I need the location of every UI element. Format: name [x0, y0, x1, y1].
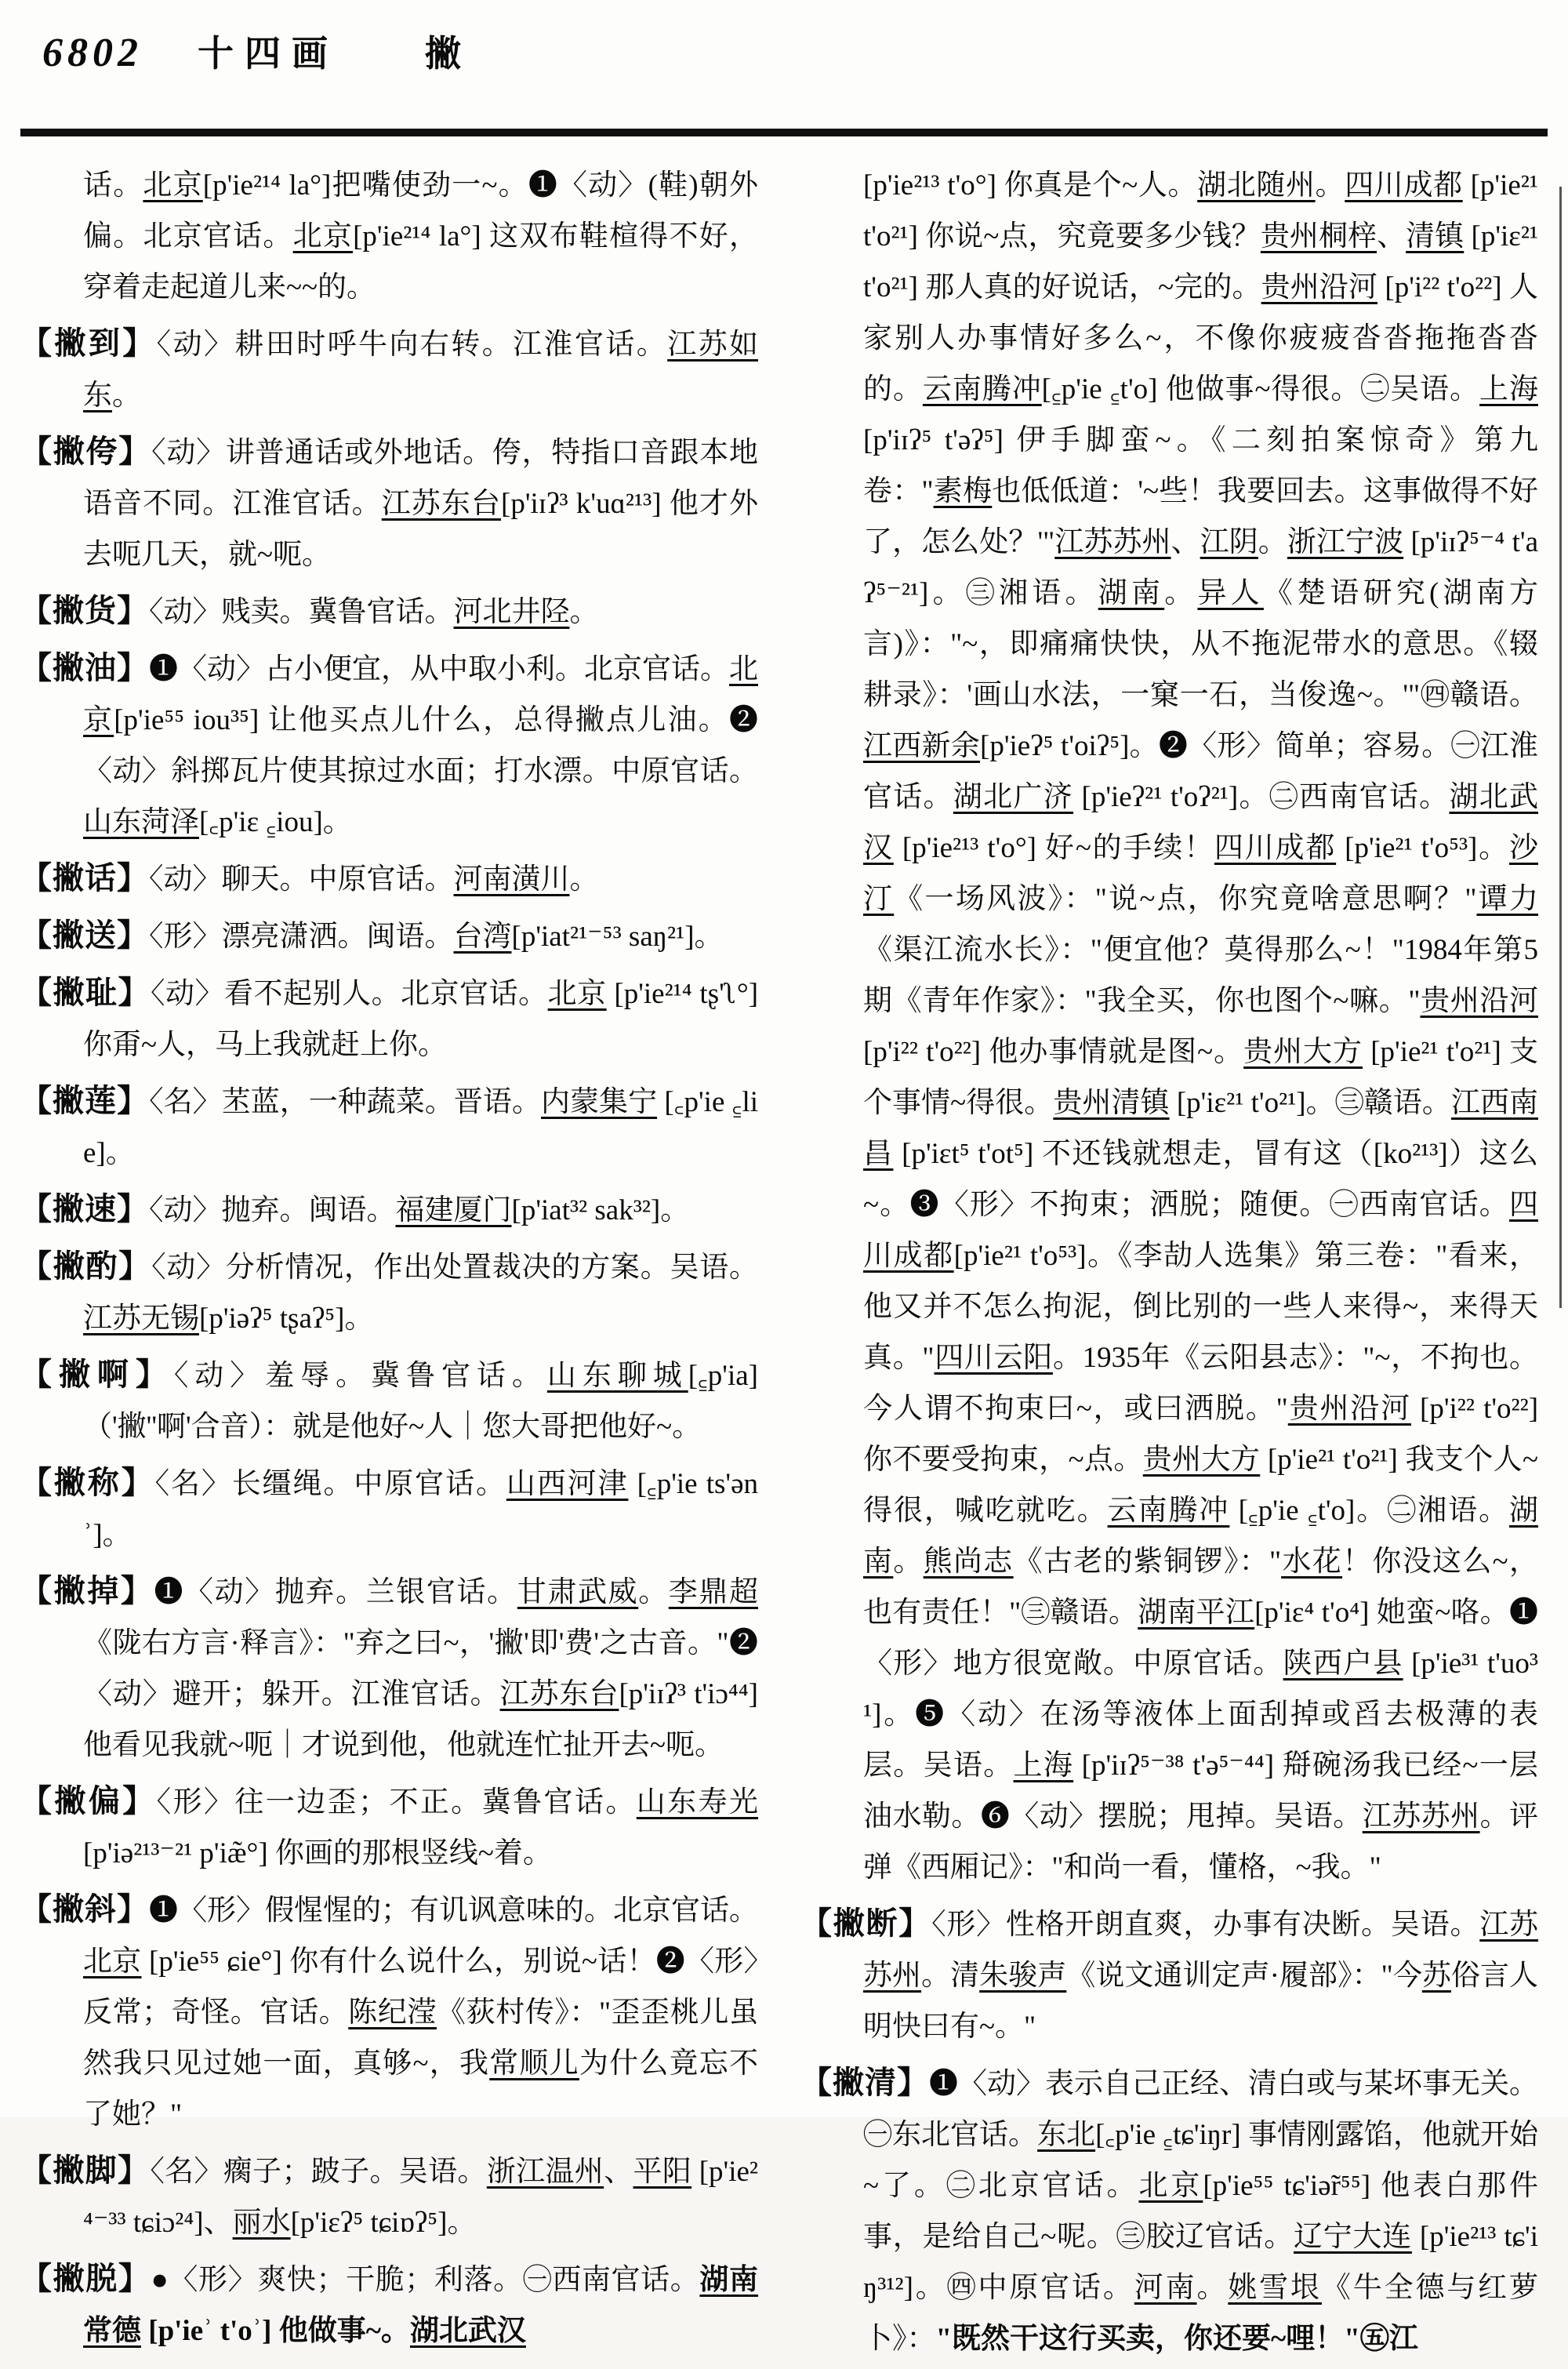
entry-body: 〈动〉耕田时呼牛向右转。江淮官话。江苏如东。 [83, 329, 759, 412]
entry-headword: 【撇脱】 [20, 2261, 151, 2296]
entry-body: [p'ie²¹³ t'o°] 你真是个~人。湖北随州。四川成都 [p'ie²¹ t'o²¹] 你说~点，究竟要多少钱？贵州桐梓、清镇 [p'iɛ²¹ t'o²¹] 那人真的好说话，~完的。贵州沿河 [p'i²² t'o²²] 人家别人办事情好多么~，不像你疲疲沓沓拖拖沓沓的。云南腾冲[꜁p'ie ꜁t'o] 他做事~得很。㊁吴语。上海 [p'iɪʔ⁵ t'əʔ⁵] 伊手脚蛮~。《二刻拍案惊奇》第九卷："素梅也低低道：'~些！我要回去。这事做得不好了，怎么处？'"江苏苏州、江阴。浙江宁波 [p'iɪʔ⁵⁻⁴ t'aʔ⁵⁻²¹]。㊂湘语。湖南。异人《楚语研究(湖南方言)》："~，即痛痛快快，从不拖泥带水的意思。《辍耕录》：'画山水法，一窠一石，当俊逸~。'"㊃赣语。江西新余[p'ieʔ⁵ t'oiʔ⁵]。❷〈形〉简单；容易。㊀江淮官话。湖北广济 [p'ieʔ²¹ t'oʔ²¹]。㊁西南官话。湖北武汉 [p'ie²¹³ t'o°] 好~的手续！四川成都 [p'ie²¹ t'o⁵³]。沙汀《一场风波》："说~点，你究竟啥意思啊？"谭力《渠江流水长》："便宜他？莫得那么~！"1984年第5期《青年作家》："我全买，你也图个~嘛。"贵州沿河[p'i²² t'o²²] 他办事情就是图~。贵州大方 [p'ie²¹ t'o²¹] 支个事情~得很。贵州清镇 [p'iɛ²¹ t'o²¹]。㊂赣语。江西南昌 [p'iɛt⁵ t'ot⁵] 不还钱就想走，冒有这（[ko²¹³]）这么~。❸〈形〉不拘束；洒脱；随便。㊀西南官话。四川成都[p'ie²¹ t'o⁵³]。《李劼人选集》第三卷："看来，他又并不怎么拘泥，倒比别的一些人来得~，来得天真。"四川云阳。1935年《云阳县志》："~，不拘也。今人谓不拘束曰~，或曰洒脱。"贵州沿河 [p'i²² t'o²²] 你不要受拘束，~点。贵州大方 [p'ie²¹ t'o²¹] 我支个人~得很，喊吃就吃。云南腾冲 [꜁p'ie ꜁t'o]。㊁湘语。湖南。熊尚志《古老的紫铜锣》："水花！你没这么~，也有责任！"㊂赣语。湖南平江[p'iɛ⁴ t'o⁴] 她蛮~咯。❶〈形〉地方很宽敞。中原官话。陕西户县 [p'ie³¹ t'uo³¹]。❺〈动〉在汤等液体上面刮掉或舀去极薄的表层。吴语。上海 [p'iɪʔ⁵⁻³⁸ t'ə⁵⁻⁴⁴] 搿碗汤我已经~一层油水勒。❻〈动〉摆脱；甩掉。吴语。江苏苏州。评弹《西厢记》："和尚一看，懂格，~我。" [863, 169, 1539, 1884]
dict-entry [20, 2145, 758, 2248]
entry-body: 〈名〉苤蓝，一种蔬菜。晋语。内蒙集宁 [꜀p'ie ꜁lie]。 [83, 1086, 759, 1169]
entry-body: 〈动〉分析情况，作出处置裁决的方案。吴语。江苏无锡[p'iəʔ⁵ tʂaʔ⁵]。 [83, 1252, 759, 1335]
entry-headword: 【撇送】 [20, 917, 149, 953]
dict-entry [20, 967, 758, 1070]
dict-entry [20, 318, 758, 421]
entry-headword: 【撇掉】 [20, 1573, 154, 1608]
dict-entry [20, 1457, 758, 1561]
entry-body: 〈动〉羞辱。冀鲁官话。山东聊城[꜁p'ia] （'撇''啊'合音）：就是他好~人｜您大哥把他好~。 [83, 1360, 759, 1443]
entry-body: 〈形〉往一边歪；不正。冀鲁官话。山东寿光 [p'iə²¹³⁻²¹ p'iæ̃°] 你画的那根竖线~着。 [83, 1786, 759, 1869]
entry-headword: 【撇脚】 [20, 2153, 151, 2188]
dict-entry [20, 2253, 758, 2356]
dict-entry [20, 585, 758, 638]
entry-body: ❶〈动〉表示自己正经、清白或与某坏事无关。㊀东北官话。东北[꜀p'ie ꜁tɕ'iŋr] 事情刚露馅，他就开始~了。㊁北京官话。北京[p'ie⁵⁵ tɕ'iə̃r⁵⁵] 他表白那件事，是给自己~呢。㊂胶辽官话。辽宁大连 [p'ie²¹³ tɕ'iŋ³¹²]。㊃中原官话。河南。姚雪垠《牛全德与红萝卜》："既然干这行买卖，你还要~哩！"㊄江 [863, 2068, 1539, 2355]
dict-entry [20, 642, 758, 848]
entry-headword: 【撇莲】 [20, 1083, 150, 1118]
dict-entry [20, 426, 758, 580]
entry-body: 〈动〉讲普通话或外地话。侉，特指口音跟本地语音不同。江淮官话。江苏东台[p'iɪʔ³ k'uɑ²¹³] 他才外去呃几天，就~呃。 [83, 437, 759, 571]
dict-entry [20, 910, 758, 962]
text-columns [20, 157, 1548, 2369]
entry-body: 〈名〉长缰绳。中原官话。山西河津 [꜁p'ie ts'ənʾ]。 [83, 1468, 759, 1551]
entry-headword: 【撇油】 [20, 650, 149, 685]
entry-headword: 【撇称】 [20, 1465, 155, 1500]
entry-body: 〈动〉看不起别人。北京官话。北京 [p'ie²¹⁴ tʂ'ʅ°] 你甭~人，马上我就赶上你。 [83, 978, 759, 1061]
entry-headword: 【撇耻】 [20, 975, 151, 1010]
entry-headword: 【撇啊】 [20, 1357, 174, 1392]
entry-headword: 【撇偏】 [20, 1783, 157, 1819]
entry-headword: 【撇清】 [800, 2065, 929, 2100]
entry-body: ❶〈形〉假惺惺的；有讥讽意味的。北京官话。北京 [p'ie⁵⁵ ɕie°] 你有什么说什么，别说~话！❷〈形〉反常；奇怪。官话。陈纪滢《荻村传》："歪歪桃儿虽然我只见过她一面，真够~，我常顺儿为什么竟忘不了她？" [83, 1895, 759, 2131]
entry-headword: 【撇到】 [20, 325, 157, 361]
stroke-section-label: 十四画 [198, 34, 339, 74]
continuation-paragraph [800, 160, 1538, 1893]
entry-body: 〈动〉聊天。中原官话。河南潢川。 [149, 863, 599, 896]
dict-entry [20, 1183, 758, 1236]
entry-body: ❶〈动〉抛弃。兰银官话。甘肃武威。李鼎超《陇右方言·释言》："弃之曰~，'撇'即'费'之古音。"❷〈动〉避开；躲开。江淮官话。江苏东台[p'iɪʔ³ t'iɔ⁴⁴] 他看见我就~呃｜才说到他，他就连忙扯开去~呃。 [83, 1576, 759, 1761]
page-header [20, 11, 1548, 129]
entry-headword: 【撇货】 [20, 593, 149, 628]
continuation-paragraph [20, 160, 758, 313]
dict-entry [20, 1075, 758, 1179]
entry-body: ❶〈动〉占小便宜，从中取小利。北京官话。北京[p'ie⁵⁵ iou³⁵] 让他买点儿什么，总得撇点儿油。❷〈动〉斜掷瓦片使其掠过水面；打水漂。中原官话。山东菏泽[꜀p'iɛ ꜁iou]。 [83, 653, 758, 838]
entry-body: 〈动〉抛弃。闽语。福建厦门[p'iat³² sak³²]。 [149, 1194, 690, 1226]
entry-headword: 【撇酌】 [20, 1248, 152, 1284]
entry-body: 〈形〉性格开朗直爽，办事有决断。吴语。江苏苏州。清朱骏声《说文通训定声·履部》："今苏俗言人明快曰有~。" [863, 1909, 1539, 2043]
dict-entry [800, 2057, 1538, 2364]
entry-headword: 【撇速】 [20, 1191, 149, 1226]
page-edge-rule [1559, 187, 1562, 1308]
left-column [20, 157, 758, 2369]
dict-entry [20, 852, 758, 905]
entry-body: 〈名〉瘸子；跛子。吴语。浙江温州、平阳 [p'ie²⁴⁻³³ tɕiɔ²⁴]、丽水[p'iɛʔ⁵ tɕiɒʔ⁵]。 [83, 2156, 759, 2239]
page-number: 6802 [42, 31, 143, 75]
section-character: 撇 [425, 34, 461, 74]
dict-entry [20, 1565, 758, 1771]
entry-body: 〈形〉漂亮潇洒。闽语。台湾[p'iat²¹⁻⁵³ saŋ²¹]。 [149, 921, 724, 953]
entry-headword: 【撇斜】 [20, 1891, 149, 1927]
entry-headword: 【撇断】 [800, 1906, 932, 1941]
dict-entry [800, 1898, 1538, 2052]
entry-body: ●〈形〉爽快；干脆；利落。㊀西南官话。湖南常德 [p'ieʾ t'oʾ] 他做事~。湖北武汉 [83, 2264, 759, 2347]
entry-headword: 【撇侉】 [20, 434, 152, 469]
entry-body: 〈动〉贱卖。冀鲁官话。河北井陉。 [149, 596, 599, 628]
dict-entry [20, 1775, 758, 1879]
dict-entry [20, 1349, 758, 1452]
right-column [800, 157, 1538, 2369]
entry-body: 话。北京[p'ie²¹⁴ la°]把嘴使劲一~。❶〈动〉(鞋)朝外偏。北京官话。北京[p'ie²¹⁴ la°] 这双布鞋楦得不好，穿着走起道儿来~~的。 [83, 169, 759, 303]
dict-entry [20, 1241, 758, 1344]
entry-headword: 【撇话】 [20, 860, 149, 896]
dict-entry [20, 1884, 758, 2140]
header-rule [20, 129, 1548, 136]
